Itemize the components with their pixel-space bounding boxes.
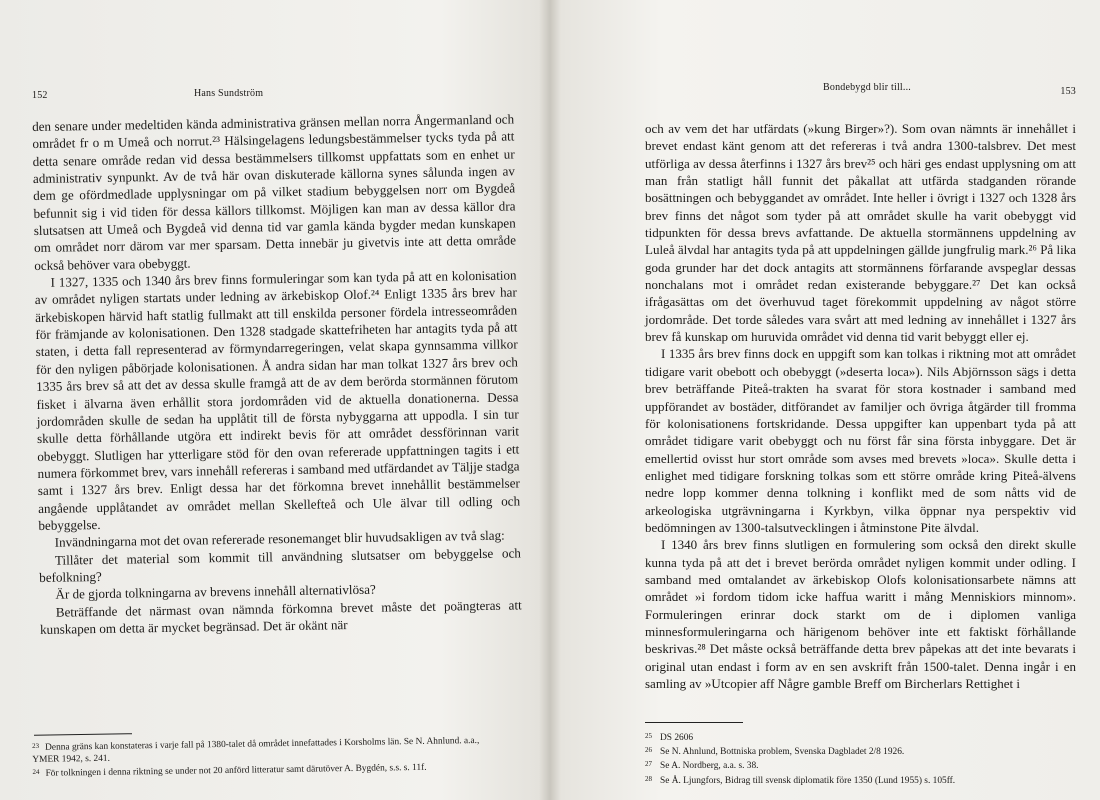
footnote-text: För tolkningen i denna riktning se under not 20 anförd litteratur samt därutöver A. Bygdén, s.s. s. 11f.: [45, 763, 427, 780]
body-text: [645, 120, 1076, 692]
right-page: [560, 0, 1100, 800]
page-number: 153: [1060, 86, 1076, 97]
paragraph: I 1327, 1335 och 1340 års brev finns formuleringar som kan tyda på att en kolonisation av området nyligen startats under ledning av ärkebiskop Olof.²⁴ Enligt 1335 års brev har ärkebiskopen härvid haft statlig fullmakt att till enskilda personer fördela intresseområden för främjande av kolonisationen. Den 1328 stadgade skattefriheten har antagits tyda på att staten, i detta fall representerad av förmyndarregeringen, velat skapa gynnsamma villkor för den nyligen påbörjade kolonisationen. Å andra sidan har man tolkat 1327 års brev och 1335 års brev så att det av dessa skulle framgå att de av dem berörda stormännen förutom fisket i älvarna även erhållit stora jordområden vid de aktuella donationerna. Dessa jordområden skulle de sedan ha upplåtit till de första nybyggarna att uppodla. I sin tur skulle detta förhållande utgöra ett indirekt bevis för att området dessförinnan varit obebyggt. Slutligen har ytterligare stöd för den ovan refererade uppfattningen tagits i ett numera förkommet brev, vars innehåll refereras i samband med utfärdandet av Täljje stadga samt i 1327 års brev. Enligt dessa har det förkomna brevet innehållit bestämmelser angående upplåtandet av området mellan Skellefteå och Ule älvar till odling och bebyggelse.: [34, 267, 521, 533]
page-header: [32, 78, 514, 108]
footnote-text: Se Å. Ljungfors, Bidrag till svensk diplomatik före 1350 (Lund 1955) s. 105ff.: [660, 775, 956, 786]
footnote-number: 24: [32, 768, 40, 777]
footnote-text: Se N. Ahnlund, Bottniska problem, Svenska Dagbladet 2/8 1926.: [660, 747, 905, 758]
footnote: [645, 730, 1065, 744]
footnote-text: DS 2606: [660, 733, 694, 743]
footnote: [645, 758, 1065, 772]
paragraph: och av vem det har utfärdats (»kung Birger»?). Som ovan nämnts är innehållet i brevet endast känt genom att det refereras i två andra 1300-talsbrev. Det mest utförliga av dessa återfinns i 1327 års brev²⁵ och häri ges endast upplysning om att man från statligt håll funnit det påkallat att utfärda stadganden rörande bosättningen och bebyggandet av området. Inte heller i övrigt i 1327 och 1328 års brev finns det något som tyder på att området skulle ha varit obebyggt vid tidpunkten för dessa brevs avfattande. De aktuella stormännens uppdelning av Luleå älvdal har antagits tyda på att uppdelningen gällde jungfrulig mark.²⁶ På lika goda grunder har det dock antagits att stormännens förfarande avspeglar dessas nonchalans mot i området redan existerande bebyggare.²⁷ Det kan också ifrågasättas om det överhuvud taget förekommit uppdelning av något större jordområde. Det torde således vara svårt att med ledning av innehållet i 1327 års brev få kunskap om huruvida området vid denna tid varit bebyggt eller ej.: [645, 121, 1076, 345]
paragraph: I 1335 års brev finns dock en uppgift som kan tolkas i riktning mot att området tidigare varit obebott och obebyggt (»deserta loca»). Nils Abjörnsson sägs i detta brev beträffande Piteå-trakten ha svarat för stora kostnader i samband med uppförandet av bostäder, ditförandet av familjer och övriga åtgärder till fromma för kolonisationens fortskridande. Dessa uppgifter kan uppenbart tyda på att området tidigare varit obebyggt och nu först får sina första inbyggare. Det är emellertid ovisst hur stort område som avses med brevets »loca». Skulle detta i enlighet med tidigare forskning tolkas som ett större område kring Piteå-älvens nedre lopp kommer denna tolkning i konflikt med de som nåtts vid de arkeologiska utgrävningarna i Kyrkbyn, vilka öppnar nya perspektiv vid bedömningen av 1300-talsutvecklingen i åtminstone Pite älvdal.: [645, 346, 1076, 535]
footnote-number: 27: [645, 760, 652, 769]
running-head: Bondebygd blir till...: [823, 82, 912, 93]
footnotes: [32, 733, 483, 781]
paragraph: Är de gjorda tolkningarna av brevens innehåll alternativlösa?: [55, 581, 376, 602]
footnotes: [645, 730, 1065, 787]
footnote-number: 25: [645, 732, 652, 740]
paragraph: I 1340 års brev finns slutligen en formulering som också den direkt skulle kunna tyda på att det i brevet berörda området nyligen kommit under odling. I samband med omtalandet av ärkebiskop Olofs kolonisationsarbete nämns att området »i fordom tidom icke haffua waritt i mång Menniskiors minnom». Formuleringen erinrar dock starkt om de i diplomen vanliga minnesformuleringarna och härigenom behöver inte ett faktiskt förhållande beskrivas.²⁸ Det måste också beträffande detta brev påpekas att det inte bevarats i original utan endast i form av en sen avskrift från 1500-talet. Denna ingår i en samling av »Utcopier aff Någre gamble Breff om Bircherlars Rettighet i: [645, 537, 1076, 691]
paragraph: Tillåter det material som kommit till användning slutsatser om bebyggelse och befolkning?: [39, 544, 522, 585]
footnote-number: 26: [645, 746, 652, 755]
footnote-number: 28: [645, 774, 652, 783]
footnote: [645, 773, 1065, 787]
footnote-rule: [645, 722, 743, 723]
paragraph: Beträffande det närmast ovan nämnda förkomna brevet måste det poängteras att kunskapen om detta är mycket begränsad. Det är okänt när: [39, 596, 522, 637]
running-head: Hans Sundström: [194, 88, 264, 99]
footnote-rule: [34, 733, 132, 736]
body-text: [32, 110, 522, 638]
paragraph: Invändningarna mot det ovan refererade resonemanget blir huvudsakligen av två slag:: [54, 527, 505, 550]
paragraph: den senare under medeltiden kända administrativa gränsen mellan norra Ångermanland och området fr o m Umeå och norrut.²³ Hälsingelagens ledungsbestämmelser tycks tyda på att detta senare område redan vid dessa bestämmelsers tillkomst uppfattats som en enhet ur administrativ synpunkt. Av de två här ovan diskuterade källorna synes sålunda ingen av dem ge ofördmedlade upplysningar om på vilket stadium bebyggelsen norr om Bygdeå befunnit sig i vid tiden för dessa källors tillkomst. Möjligen kan man av dessa källor dra slutsatsen att Umeå och Bygdeå vid denna tid var gamla kända bygder medan kunskapen om området norr därom var mer sparsam. Detta innebär ju givetvis inte att detta område också behöver vara obebyggt.: [32, 111, 517, 273]
page-header: [645, 78, 1076, 108]
page-number: 152: [32, 90, 48, 101]
footnote-text: Denna gräns kan konstateras i varje fall på 1380-talet då området innefattades i Korsholms län. Se N. Ahnlund. a.a., YMER 1942, s. 241.: [32, 735, 480, 766]
footnote-text: Se A. Nordberg, a.a. s. 38.: [660, 761, 759, 772]
left-page: [0, 0, 540, 800]
footnote-number: 23: [32, 741, 40, 750]
footnote: [645, 744, 1065, 758]
